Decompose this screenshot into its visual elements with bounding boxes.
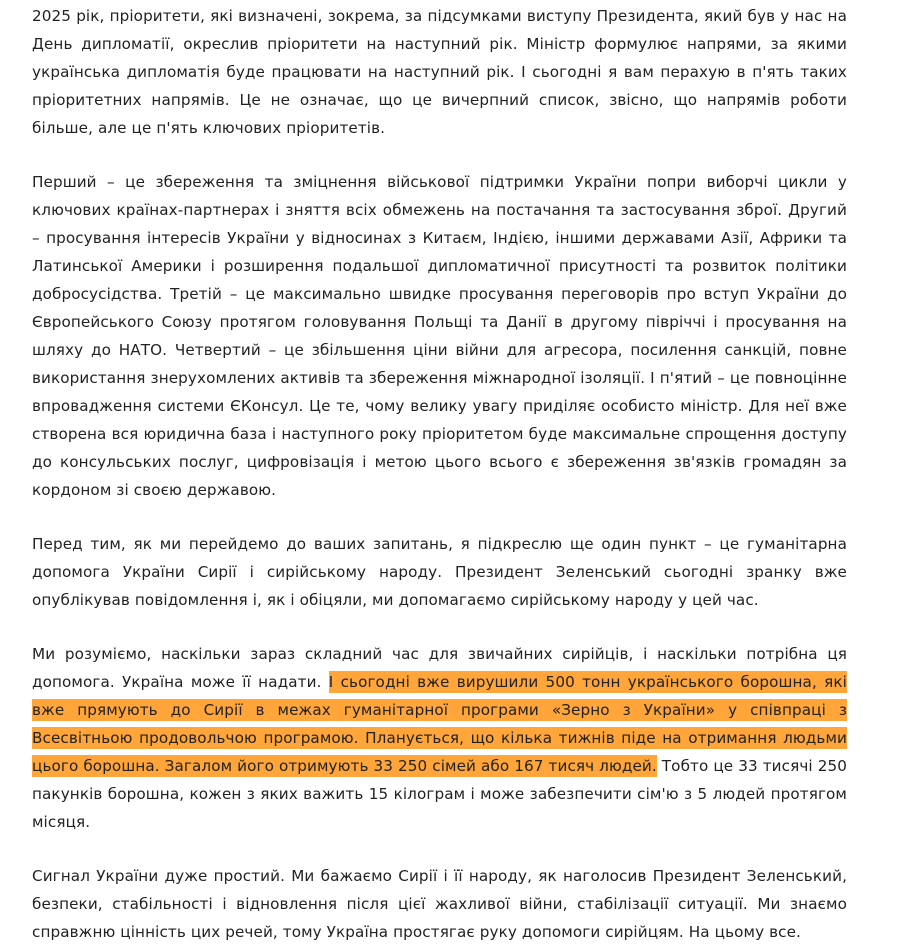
paragraph-syria-aid-intro: Перед тим, як ми перейдемо до ваших запитань, я підкреслю ще один пункт – це гуманітарна допомога України Сирії і сирійському народу. Президент Зеленський сьогодні зранку вже опублікував повідомлення і, як і обіцяли, ми допомагаємо сирійському народу у цей час.	[32, 535, 847, 609]
paragraph-closing-signal: Сигнал України дуже простий. Ми бажаємо Сирії і її народу, як наголосив Президент Зеленський, безпеки, стабільності і відновлення після цієї жахливої війни, стабілізації ситуації. Ми знаємо справжню цінність цих речей, тому Україна простягає руку допомоги сирійцям. На цьому все.	[32, 867, 847, 941]
flour-shipment-text-before: Ми розуміємо, наскільки зараз складний час для звичайних сирійців, і наскільки потрібна ця допомога. Україна може її надати.	[32, 645, 847, 691]
flour-shipment-text-after: Тобто це 33 тисячі 250 пакунків борошна, кожен з яких важить 15 кілограм і може забезпечити сім'ю з 5 людей протягом місяця.	[32, 757, 848, 831]
paragraph-priorities-intro: 2025 рік, пріоритети, які визначені, зокрема, за підсумками виступу Президента, який був у нас на День дипломатії, окреслив пріоритети на наступний рік. Міністр формулює напрями, за якими українська дипломатія буде працювати на наступний рік. І сьогодні я вам перахую в п'ять таких пріоритетних напрямів. Це не означає, що це вичерпний список, звісно, що напрямів роботи більше, але це п'ять ключових пріоритетів.	[32, 7, 847, 137]
paragraph-flour-shipment	[32, 640, 847, 836]
article-body	[32, 2, 847, 946]
highlighted-text: І сьогодні вже вирушили 500 тонн українського борошна, які вже прямують до Сирії в межах гуманітарної програми «Зерно з України» у співпраці з Всесвітньою продовольчою програмою. Планується, що кілька тижнів піде на отримання людьми цього борошна. Загалом його отримують 33 250 сімей або 167 тисяч людей.	[32, 673, 847, 775]
paragraph-priorities-list: Перший – це збереження та зміцнення військової підтримки України попри виборчі цикли у ключових країнах-партнерах і зняття всіх обмежень на постачання та застосування зброї. Другий – просування інтересів України у відносинах з Китаєм, Індією, іншими державами Азії, Африки та Латинської Америки і розширення подальшої дипломатичної присутності та розвиток політики добросусідства. Третій – це максимально швидке просування переговорів про вступ України до Європейського Союзу протягом головування Польщі та Данії в другому півріччі і просування на шляху до НАТО. Четвертий – це збільшення ціни війни для агресора, посилення санкцій, повне використання знерухомлених активів та збереження міжнародної ізоляції. І п'ятий – це повноцінне впровадження системи ЄКонсул. Це те, чому велику увагу приділяє особисто міністр. Для неї вже створена вся юридична база і наступного року пріоритетом буде максимальне спрощення доступу до консульських послуг, цифровізація і метою цього всього є збереження зв'язків громадян за кордоном зі своєю державою.	[32, 173, 847, 499]
